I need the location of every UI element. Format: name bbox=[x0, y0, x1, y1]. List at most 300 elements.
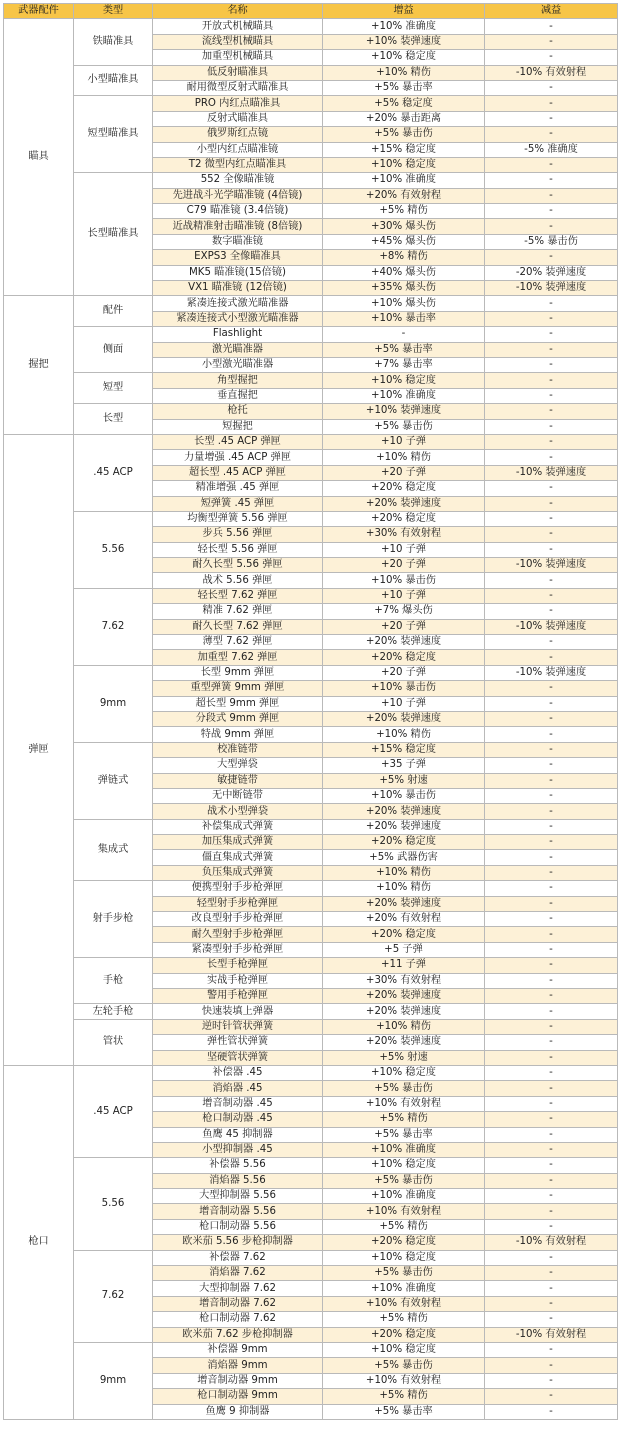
type-cell: 短型 bbox=[74, 373, 153, 404]
debuff-cell: - bbox=[485, 1081, 618, 1096]
type-cell: 铁瞄准具 bbox=[74, 19, 153, 65]
debuff-cell: - bbox=[485, 388, 618, 403]
item-name-cell: 反射式瞄准具 bbox=[153, 111, 323, 126]
debuff-cell: - bbox=[485, 96, 618, 111]
item-name-cell: 耐用微型反射式瞄准具 bbox=[153, 80, 323, 95]
debuff-cell: - bbox=[485, 127, 618, 142]
debuff-cell: - bbox=[485, 157, 618, 172]
debuff-cell: - bbox=[485, 542, 618, 557]
item-name-cell: 重型弹簧 9mm 弹匣 bbox=[153, 681, 323, 696]
item-name-cell: 大型弹袋 bbox=[153, 758, 323, 773]
item-name-cell: 敏捷链带 bbox=[153, 773, 323, 788]
debuff-cell: - bbox=[485, 296, 618, 311]
debuff-cell: - bbox=[485, 881, 618, 896]
buff-cell: +10% 爆头伤 bbox=[323, 296, 485, 311]
debuff-cell: - bbox=[485, 19, 618, 34]
buff-cell: +10% 稳定度 bbox=[323, 1065, 485, 1080]
category-cell: 握把 bbox=[4, 296, 74, 435]
item-name-cell: 流线型机械瞄具 bbox=[153, 34, 323, 49]
buff-cell: +10% 精伤 bbox=[323, 65, 485, 80]
debuff-cell: - bbox=[485, 989, 618, 1004]
table-row bbox=[4, 1158, 618, 1173]
debuff-cell: -10% 有效射程 bbox=[485, 65, 618, 80]
item-name-cell: T2 微型内红点瞄准具 bbox=[153, 157, 323, 172]
category-cell: 弹匣 bbox=[4, 434, 74, 1065]
item-name-cell: MK5 瞄准镜(15倍镜) bbox=[153, 265, 323, 280]
debuff-cell: -5% 准确度 bbox=[485, 142, 618, 157]
table-row bbox=[4, 588, 618, 603]
item-name-cell: VX1 瞄准镜 (12倍镜) bbox=[153, 281, 323, 296]
buff-cell: +5 子弹 bbox=[323, 942, 485, 957]
item-name-cell: 负压集成式弹簧 bbox=[153, 865, 323, 880]
buff-cell: +10% 精伤 bbox=[323, 450, 485, 465]
table-row bbox=[4, 665, 618, 680]
type-cell: 9mm bbox=[74, 1342, 153, 1419]
item-name-cell: 大型抑制器 5.56 bbox=[153, 1189, 323, 1204]
item-name-cell: 便携型射手步枪弹匣 bbox=[153, 881, 323, 896]
debuff-cell: - bbox=[485, 650, 618, 665]
buff-cell: +10% 精伤 bbox=[323, 865, 485, 880]
item-name-cell: 小型激光瞄准器 bbox=[153, 357, 323, 372]
type-cell: 左轮手枪 bbox=[74, 1004, 153, 1019]
item-name-cell: 轻长型 5.56 弹匣 bbox=[153, 542, 323, 557]
buff-cell: +10% 稳定度 bbox=[323, 373, 485, 388]
debuff-cell: - bbox=[485, 758, 618, 773]
item-name-cell: 快速装填上弹器 bbox=[153, 1004, 323, 1019]
debuff-cell: - bbox=[485, 942, 618, 957]
debuff-cell: - bbox=[485, 1189, 618, 1204]
category-cell: 瞄具 bbox=[4, 19, 74, 296]
debuff-cell: - bbox=[485, 1173, 618, 1188]
type-cell: 长型 bbox=[74, 404, 153, 435]
debuff-cell: - bbox=[485, 450, 618, 465]
buff-cell: +10% 暴击伤 bbox=[323, 681, 485, 696]
item-name-cell: 分段式 9mm 弹匣 bbox=[153, 711, 323, 726]
debuff-cell: - bbox=[485, 188, 618, 203]
type-cell: .45 ACP bbox=[74, 434, 153, 511]
type-cell: 配件 bbox=[74, 296, 153, 327]
debuff-cell: - bbox=[485, 527, 618, 542]
debuff-cell: - bbox=[485, 1050, 618, 1065]
buff-cell: +10% 暴击伤 bbox=[323, 573, 485, 588]
debuff-cell: - bbox=[485, 819, 618, 834]
item-name-cell: 增音制动器 .45 bbox=[153, 1096, 323, 1111]
buff-cell: +5% 精伤 bbox=[323, 1219, 485, 1234]
buff-cell: +5% 暴击伤 bbox=[323, 127, 485, 142]
buff-cell: +11 子弹 bbox=[323, 958, 485, 973]
buff-cell: +5% 精伤 bbox=[323, 1112, 485, 1127]
item-name-cell: 警用手枪弹匣 bbox=[153, 989, 323, 1004]
category-cell: 枪口 bbox=[4, 1065, 74, 1419]
buff-cell: +10% 暴击伤 bbox=[323, 788, 485, 803]
debuff-cell: - bbox=[485, 1296, 618, 1311]
item-name-cell: 僵直集成式弹簧 bbox=[153, 850, 323, 865]
item-name-cell: 补偿器 7.62 bbox=[153, 1250, 323, 1265]
table-row bbox=[4, 19, 618, 34]
debuff-cell: - bbox=[485, 1142, 618, 1157]
type-cell: .45 ACP bbox=[74, 1065, 153, 1157]
item-name-cell: 消焰器 9mm bbox=[153, 1358, 323, 1373]
buff-cell: +5% 暴击率 bbox=[323, 342, 485, 357]
buff-cell: +10% 稳定度 bbox=[323, 157, 485, 172]
item-name-cell: 紧凑连接式激光瞄准器 bbox=[153, 296, 323, 311]
item-name-cell: 加重型机械瞄具 bbox=[153, 50, 323, 65]
debuff-cell: - bbox=[485, 173, 618, 188]
table-row bbox=[4, 327, 618, 342]
item-name-cell: 坚硬管状弹簧 bbox=[153, 1050, 323, 1065]
item-name-cell: 紧凑型射手步枪弹匣 bbox=[153, 942, 323, 957]
item-name-cell: 长型手枪弹匣 bbox=[153, 958, 323, 973]
debuff-cell: - bbox=[485, 250, 618, 265]
item-name-cell: 轻型射手步枪弹匣 bbox=[153, 896, 323, 911]
debuff-cell: - bbox=[485, 80, 618, 95]
item-name-cell: Flashlight bbox=[153, 327, 323, 342]
item-name-cell: 步兵 5.56 弹匣 bbox=[153, 527, 323, 542]
item-name-cell: 开放式机械瞄具 bbox=[153, 19, 323, 34]
buff-cell: +10% 装弹速度 bbox=[323, 34, 485, 49]
table-row bbox=[4, 1250, 618, 1265]
buff-cell: +7% 爆头伤 bbox=[323, 604, 485, 619]
debuff-cell: - bbox=[485, 357, 618, 372]
type-cell: 9mm bbox=[74, 665, 153, 742]
debuff-cell: - bbox=[485, 588, 618, 603]
buff-cell: +7% 暴击率 bbox=[323, 357, 485, 372]
buff-cell: +10% 准确度 bbox=[323, 1142, 485, 1157]
buff-cell: +10% 精伤 bbox=[323, 881, 485, 896]
debuff-cell: -10% 装弹速度 bbox=[485, 558, 618, 573]
table-row bbox=[4, 173, 618, 188]
item-name-cell: 精准增强 .45 弹匣 bbox=[153, 481, 323, 496]
debuff-cell: - bbox=[485, 773, 618, 788]
debuff-cell: - bbox=[485, 50, 618, 65]
debuff-cell: - bbox=[485, 34, 618, 49]
item-name-cell: 力量增强 .45 ACP 弹匣 bbox=[153, 450, 323, 465]
buff-cell: +8% 精伤 bbox=[323, 250, 485, 265]
type-cell: 集成式 bbox=[74, 819, 153, 881]
debuff-cell: - bbox=[485, 373, 618, 388]
debuff-cell: -5% 暴击伤 bbox=[485, 234, 618, 249]
buff-cell: - bbox=[323, 327, 485, 342]
item-name-cell: 枪口制动器 7.62 bbox=[153, 1312, 323, 1327]
item-name-cell: 激光瞄准器 bbox=[153, 342, 323, 357]
item-name-cell: 无中断链带 bbox=[153, 788, 323, 803]
item-name-cell: 枪口制动器 9mm bbox=[153, 1389, 323, 1404]
buff-cell: +40% 爆头伤 bbox=[323, 265, 485, 280]
debuff-cell: -20% 装弹速度 bbox=[485, 265, 618, 280]
debuff-cell: -10% 装弹速度 bbox=[485, 465, 618, 480]
table-row bbox=[4, 881, 618, 896]
debuff-cell: - bbox=[485, 573, 618, 588]
debuff-cell: - bbox=[485, 850, 618, 865]
item-name-cell: 紧凑连接式小型激光瞄准器 bbox=[153, 311, 323, 326]
item-name-cell: 大型抑制器 7.62 bbox=[153, 1281, 323, 1296]
item-name-cell: 超长型 .45 ACP 弹匣 bbox=[153, 465, 323, 480]
item-name-cell: 补偿器 .45 bbox=[153, 1065, 323, 1080]
buff-cell: +20% 稳定度 bbox=[323, 481, 485, 496]
item-name-cell: 薄型 7.62 弹匣 bbox=[153, 635, 323, 650]
buff-cell: +20% 装弹速度 bbox=[323, 1004, 485, 1019]
buff-cell: +20% 稳定度 bbox=[323, 1327, 485, 1342]
item-name-cell: 鱼鹰 45 抑制器 bbox=[153, 1127, 323, 1142]
debuff-cell: - bbox=[485, 927, 618, 942]
buff-cell: +10% 装弹速度 bbox=[323, 404, 485, 419]
table-row bbox=[4, 404, 618, 419]
table-row bbox=[4, 958, 618, 973]
debuff-cell: - bbox=[485, 1096, 618, 1111]
type-cell: 5.56 bbox=[74, 511, 153, 588]
item-name-cell: 校准链带 bbox=[153, 742, 323, 757]
buff-cell: +5% 暴击伤 bbox=[323, 419, 485, 434]
item-name-cell: 消焰器 5.56 bbox=[153, 1173, 323, 1188]
item-name-cell: 俄罗斯红点镜 bbox=[153, 127, 323, 142]
debuff-cell: - bbox=[485, 327, 618, 342]
item-name-cell: 增音制动器 7.62 bbox=[153, 1296, 323, 1311]
buff-cell: +35% 爆头伤 bbox=[323, 281, 485, 296]
buff-cell: +5% 精伤 bbox=[323, 204, 485, 219]
debuff-cell: - bbox=[485, 481, 618, 496]
header-type: 类型 bbox=[74, 4, 153, 19]
debuff-cell: - bbox=[485, 496, 618, 511]
debuff-cell: - bbox=[485, 912, 618, 927]
item-name-cell: 垂直握把 bbox=[153, 388, 323, 403]
buff-cell: +10% 有效射程 bbox=[323, 1204, 485, 1219]
item-name-cell: 鱼鹰 9 抑制器 bbox=[153, 1404, 323, 1419]
table-row bbox=[4, 373, 618, 388]
item-name-cell: 枪口制动器 .45 bbox=[153, 1112, 323, 1127]
item-name-cell: 增音制动器 9mm bbox=[153, 1373, 323, 1388]
debuff-cell: -10% 有效射程 bbox=[485, 1327, 618, 1342]
table-row bbox=[4, 1019, 618, 1034]
buff-cell: +10% 准确度 bbox=[323, 1189, 485, 1204]
buff-cell: +15% 稳定度 bbox=[323, 742, 485, 757]
item-name-cell: 消焰器 .45 bbox=[153, 1081, 323, 1096]
debuff-cell: - bbox=[485, 511, 618, 526]
item-name-cell: 先进战斗光学瞄准镜 (4倍镜) bbox=[153, 188, 323, 203]
buff-cell: +35 子弹 bbox=[323, 758, 485, 773]
debuff-cell: - bbox=[485, 1266, 618, 1281]
buff-cell: +10% 有效射程 bbox=[323, 1096, 485, 1111]
buff-cell: +5% 射速 bbox=[323, 773, 485, 788]
type-cell: 长型瞄准具 bbox=[74, 173, 153, 296]
buff-cell: +10% 稳定度 bbox=[323, 50, 485, 65]
debuff-cell: - bbox=[485, 896, 618, 911]
buff-cell: +20% 装弹速度 bbox=[323, 804, 485, 819]
item-name-cell: 弹性管状弹簧 bbox=[153, 1035, 323, 1050]
table-row bbox=[4, 511, 618, 526]
buff-cell: +20 子弹 bbox=[323, 665, 485, 680]
buff-cell: +5% 武器伤害 bbox=[323, 850, 485, 865]
debuff-cell: - bbox=[485, 804, 618, 819]
buff-cell: +10% 稳定度 bbox=[323, 1158, 485, 1173]
item-name-cell: 均衡型弹簧 5.56 弹匣 bbox=[153, 511, 323, 526]
debuff-cell: - bbox=[485, 1404, 618, 1419]
header-buff: 增益 bbox=[323, 4, 485, 19]
buff-cell: +10 子弹 bbox=[323, 434, 485, 449]
table-row bbox=[4, 296, 618, 311]
buff-cell: +5% 射速 bbox=[323, 1050, 485, 1065]
buff-cell: +20% 装弹速度 bbox=[323, 635, 485, 650]
item-name-cell: 战术 5.56 弹匣 bbox=[153, 573, 323, 588]
debuff-cell: - bbox=[485, 681, 618, 696]
debuff-cell: -10% 装弹速度 bbox=[485, 619, 618, 634]
debuff-cell: -10% 装弹速度 bbox=[485, 665, 618, 680]
buff-cell: +5% 稳定度 bbox=[323, 96, 485, 111]
buff-cell: +5% 暴击伤 bbox=[323, 1358, 485, 1373]
buff-cell: +10 子弹 bbox=[323, 542, 485, 557]
debuff-cell: - bbox=[485, 1250, 618, 1265]
table-row bbox=[4, 1342, 618, 1357]
debuff-cell: - bbox=[485, 1219, 618, 1234]
buff-cell: +10% 稳定度 bbox=[323, 1342, 485, 1357]
buff-cell: +5% 暴击率 bbox=[323, 1404, 485, 1419]
debuff-cell: - bbox=[485, 1019, 618, 1034]
item-name-cell: 短弹簧 .45 弹匣 bbox=[153, 496, 323, 511]
item-name-cell: 战术小型弹袋 bbox=[153, 804, 323, 819]
item-name-cell: 改良型射手步枪弹匣 bbox=[153, 912, 323, 927]
buff-cell: +20% 装弹速度 bbox=[323, 989, 485, 1004]
debuff-cell: - bbox=[485, 342, 618, 357]
buff-cell: +45% 爆头伤 bbox=[323, 234, 485, 249]
item-name-cell: 加重型 7.62 弹匣 bbox=[153, 650, 323, 665]
buff-cell: +20% 稳定度 bbox=[323, 650, 485, 665]
item-name-cell: 补偿器 9mm bbox=[153, 1342, 323, 1357]
item-name-cell: 加压集成式弹簧 bbox=[153, 835, 323, 850]
buff-cell: +20% 装弹速度 bbox=[323, 496, 485, 511]
buff-cell: +30% 有效射程 bbox=[323, 527, 485, 542]
debuff-cell: - bbox=[485, 204, 618, 219]
item-name-cell: 近战精准射击瞄准镜 (8倍镜) bbox=[153, 219, 323, 234]
debuff-cell: - bbox=[485, 1127, 618, 1142]
buff-cell: +20 子弹 bbox=[323, 558, 485, 573]
debuff-cell: - bbox=[485, 1204, 618, 1219]
type-cell: 手枪 bbox=[74, 958, 153, 1004]
buff-cell: +20 子弹 bbox=[323, 465, 485, 480]
type-cell: 管状 bbox=[74, 1019, 153, 1065]
debuff-cell: - bbox=[485, 727, 618, 742]
debuff-cell: - bbox=[485, 1065, 618, 1080]
table-row bbox=[4, 434, 618, 449]
item-name-cell: 小型抑制器 .45 bbox=[153, 1142, 323, 1157]
buff-cell: +10% 有效射程 bbox=[323, 1296, 485, 1311]
buff-cell: +30% 爆头伤 bbox=[323, 219, 485, 234]
buff-cell: +5% 暴击伤 bbox=[323, 1266, 485, 1281]
item-name-cell: 超长型 9mm 弹匣 bbox=[153, 696, 323, 711]
table-body bbox=[4, 19, 618, 1420]
debuff-cell: - bbox=[485, 1373, 618, 1388]
debuff-cell: - bbox=[485, 1112, 618, 1127]
header-row bbox=[4, 4, 618, 19]
buff-cell: +5% 暴击率 bbox=[323, 80, 485, 95]
table-row bbox=[4, 742, 618, 757]
buff-cell: +5% 精伤 bbox=[323, 1312, 485, 1327]
header-name: 名称 bbox=[153, 4, 323, 19]
debuff-cell: - bbox=[485, 404, 618, 419]
buff-cell: +20% 装弹速度 bbox=[323, 711, 485, 726]
item-name-cell: 小型内红点瞄准镜 bbox=[153, 142, 323, 157]
buff-cell: +20% 装弹速度 bbox=[323, 819, 485, 834]
buff-cell: +5% 暴击伤 bbox=[323, 1173, 485, 1188]
item-name-cell: 短握把 bbox=[153, 419, 323, 434]
item-name-cell: 枪口制动器 5.56 bbox=[153, 1219, 323, 1234]
item-name-cell: 耐久长型 7.62 弹匣 bbox=[153, 619, 323, 634]
item-name-cell: C79 瞄准镜 (3.4倍镜) bbox=[153, 204, 323, 219]
type-cell: 短型瞄准具 bbox=[74, 96, 153, 173]
item-name-cell: 增音制动器 5.56 bbox=[153, 1204, 323, 1219]
debuff-cell: - bbox=[485, 1035, 618, 1050]
type-cell: 5.56 bbox=[74, 1158, 153, 1250]
buff-cell: +10% 准确度 bbox=[323, 173, 485, 188]
buff-cell: +20% 稳定度 bbox=[323, 511, 485, 526]
buff-cell: +10% 有效射程 bbox=[323, 1373, 485, 1388]
debuff-cell: -10% 有效射程 bbox=[485, 1235, 618, 1250]
item-name-cell: EXPS3 全像瞄准具 bbox=[153, 250, 323, 265]
buff-cell: +10 子弹 bbox=[323, 696, 485, 711]
buff-cell: +15% 稳定度 bbox=[323, 142, 485, 157]
buff-cell: +20% 装弹速度 bbox=[323, 896, 485, 911]
buff-cell: +20% 稳定度 bbox=[323, 835, 485, 850]
buff-cell: +10% 精伤 bbox=[323, 1019, 485, 1034]
item-name-cell: 逆时针管状弹簧 bbox=[153, 1019, 323, 1034]
type-cell: 小型瞄准具 bbox=[74, 65, 153, 96]
buff-cell: +20% 装弹速度 bbox=[323, 1035, 485, 1050]
debuff-cell: - bbox=[485, 1158, 618, 1173]
debuff-cell: - bbox=[485, 1281, 618, 1296]
buff-cell: +20 子弹 bbox=[323, 619, 485, 634]
type-cell: 射手步枪 bbox=[74, 881, 153, 958]
buff-cell: +10% 准确度 bbox=[323, 19, 485, 34]
table-header bbox=[4, 4, 618, 19]
debuff-cell: - bbox=[485, 111, 618, 126]
debuff-cell: - bbox=[485, 419, 618, 434]
item-name-cell: 欧米茄 5.56 步枪抑制器 bbox=[153, 1235, 323, 1250]
buff-cell: +20% 有效射程 bbox=[323, 188, 485, 203]
type-cell: 7.62 bbox=[74, 588, 153, 665]
debuff-cell: - bbox=[485, 1312, 618, 1327]
buff-cell: +10% 稳定度 bbox=[323, 1250, 485, 1265]
type-cell: 侧面 bbox=[74, 327, 153, 373]
attachments-table bbox=[3, 3, 618, 1420]
buff-cell: +10% 暴击率 bbox=[323, 311, 485, 326]
table-row bbox=[4, 65, 618, 80]
buff-cell: +20% 有效射程 bbox=[323, 912, 485, 927]
header-debuff: 减益 bbox=[485, 4, 618, 19]
debuff-cell: - bbox=[485, 973, 618, 988]
item-name-cell: 精准 7.62 弹匣 bbox=[153, 604, 323, 619]
item-name-cell: 欧米茄 7.62 步枪抑制器 bbox=[153, 1327, 323, 1342]
debuff-cell: - bbox=[485, 865, 618, 880]
buff-cell: +10 子弹 bbox=[323, 588, 485, 603]
table-row bbox=[4, 819, 618, 834]
debuff-cell: - bbox=[485, 1004, 618, 1019]
debuff-cell: - bbox=[485, 1358, 618, 1373]
item-name-cell: 角型握把 bbox=[153, 373, 323, 388]
debuff-cell: - bbox=[485, 711, 618, 726]
item-name-cell: 552 全像瞄准镜 bbox=[153, 173, 323, 188]
debuff-cell: - bbox=[485, 311, 618, 326]
debuff-cell: - bbox=[485, 742, 618, 757]
table-row bbox=[4, 96, 618, 111]
item-name-cell: 轻长型 7.62 弹匣 bbox=[153, 588, 323, 603]
debuff-cell: - bbox=[485, 434, 618, 449]
type-cell: 弹链式 bbox=[74, 742, 153, 819]
item-name-cell: 实战手枪弹匣 bbox=[153, 973, 323, 988]
debuff-cell: - bbox=[485, 1342, 618, 1357]
debuff-cell: - bbox=[485, 1389, 618, 1404]
buff-cell: +20% 暴击距离 bbox=[323, 111, 485, 126]
item-name-cell: PRO 内红点瞄准具 bbox=[153, 96, 323, 111]
item-name-cell: 低反射瞄准具 bbox=[153, 65, 323, 80]
item-name-cell: 枪托 bbox=[153, 404, 323, 419]
